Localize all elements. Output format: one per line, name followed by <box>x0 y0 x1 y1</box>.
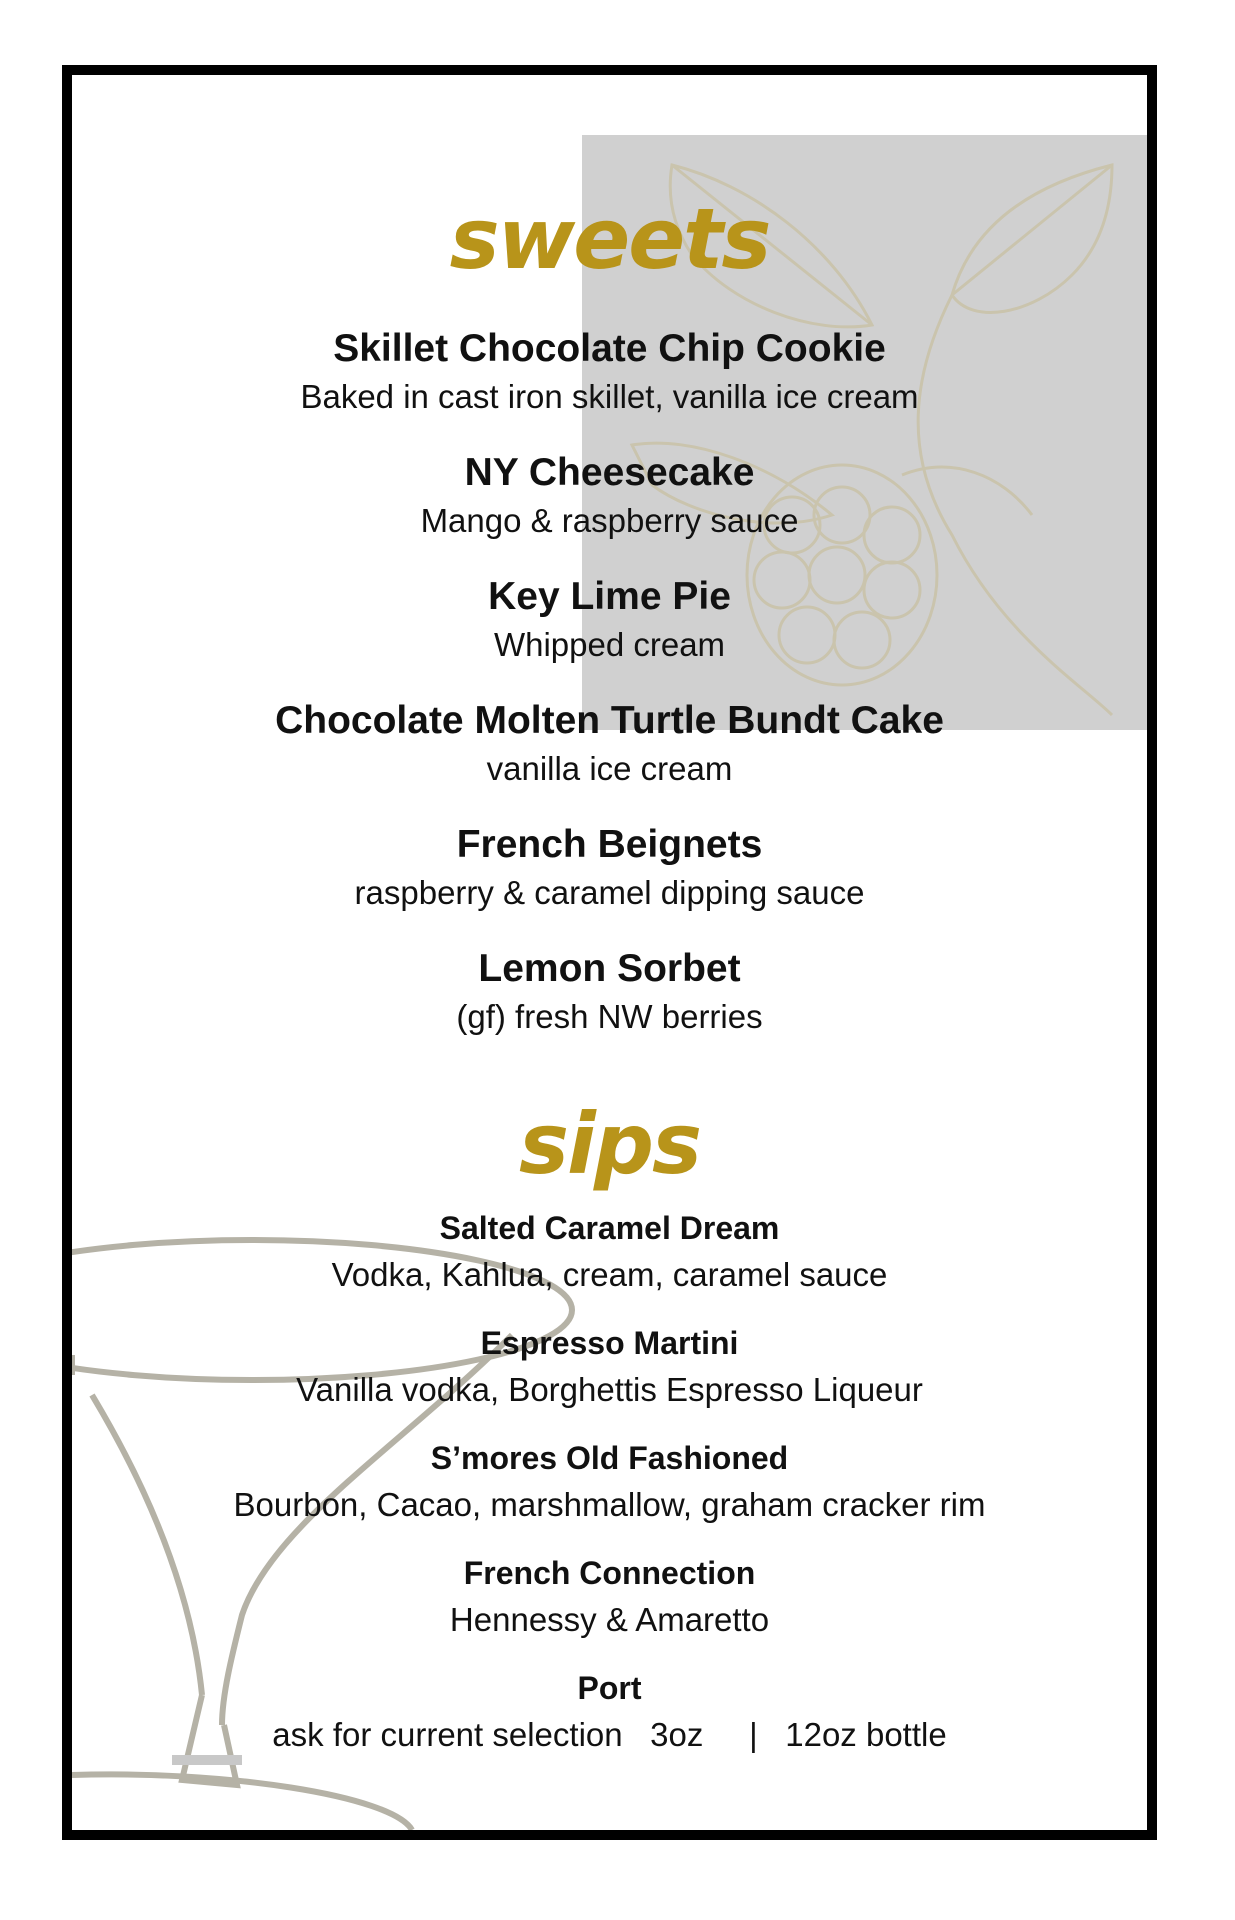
sips-item-name: Port <box>577 1670 642 1706</box>
sips-item-desc: Hennessy & Amaretto <box>449 1601 770 1638</box>
sweets-item-name: Chocolate Molten Turtle Bundt Cake <box>275 699 944 742</box>
sips-item-desc: ask for current selection 3oz | 12oz bottle <box>272 1716 947 1753</box>
sips-item-name: Salted Caramel Dream <box>439 1210 780 1246</box>
sweets-item-name: NY Cheesecake <box>464 451 755 494</box>
sips-item-desc: Bourbon, Cacao, marshmallow, graham cracker rim <box>233 1486 986 1523</box>
sweets-item-desc: Mango & raspberry sauce <box>420 502 799 539</box>
sweets-item-name: Skillet Chocolate Chip Cookie <box>333 327 886 370</box>
sweets-item-name: Key Lime Pie <box>488 575 731 618</box>
sweets-item-desc: vanilla ice cream <box>486 750 733 787</box>
sips-item-desc: Vodka, Kahlua, cream, caramel sauce <box>331 1256 888 1293</box>
sips-item-name: French Connection <box>463 1555 756 1591</box>
sweets-item-desc: (gf) fresh NW berries <box>456 998 763 1035</box>
menu-frame <box>62 65 1157 1840</box>
sips-heading: sips <box>519 1095 700 1193</box>
sips-item-name: S’mores Old Fashioned <box>430 1440 789 1476</box>
sweets-item-name: Lemon Sorbet <box>478 947 741 990</box>
sips-item-desc: Vanilla vodka, Borghettis Espresso Liqueur <box>296 1371 923 1408</box>
sweets-heading: sweets <box>449 190 770 288</box>
sweets-item-desc: Baked in cast iron skillet, vanilla ice cream <box>300 378 919 415</box>
sips-item-name: Espresso Martini <box>480 1325 739 1361</box>
sweets-item-desc: raspberry & caramel dipping sauce <box>354 874 865 911</box>
sweets-item-desc: Whipped cream <box>493 626 726 663</box>
sweets-item-name: French Beignets <box>456 823 763 866</box>
